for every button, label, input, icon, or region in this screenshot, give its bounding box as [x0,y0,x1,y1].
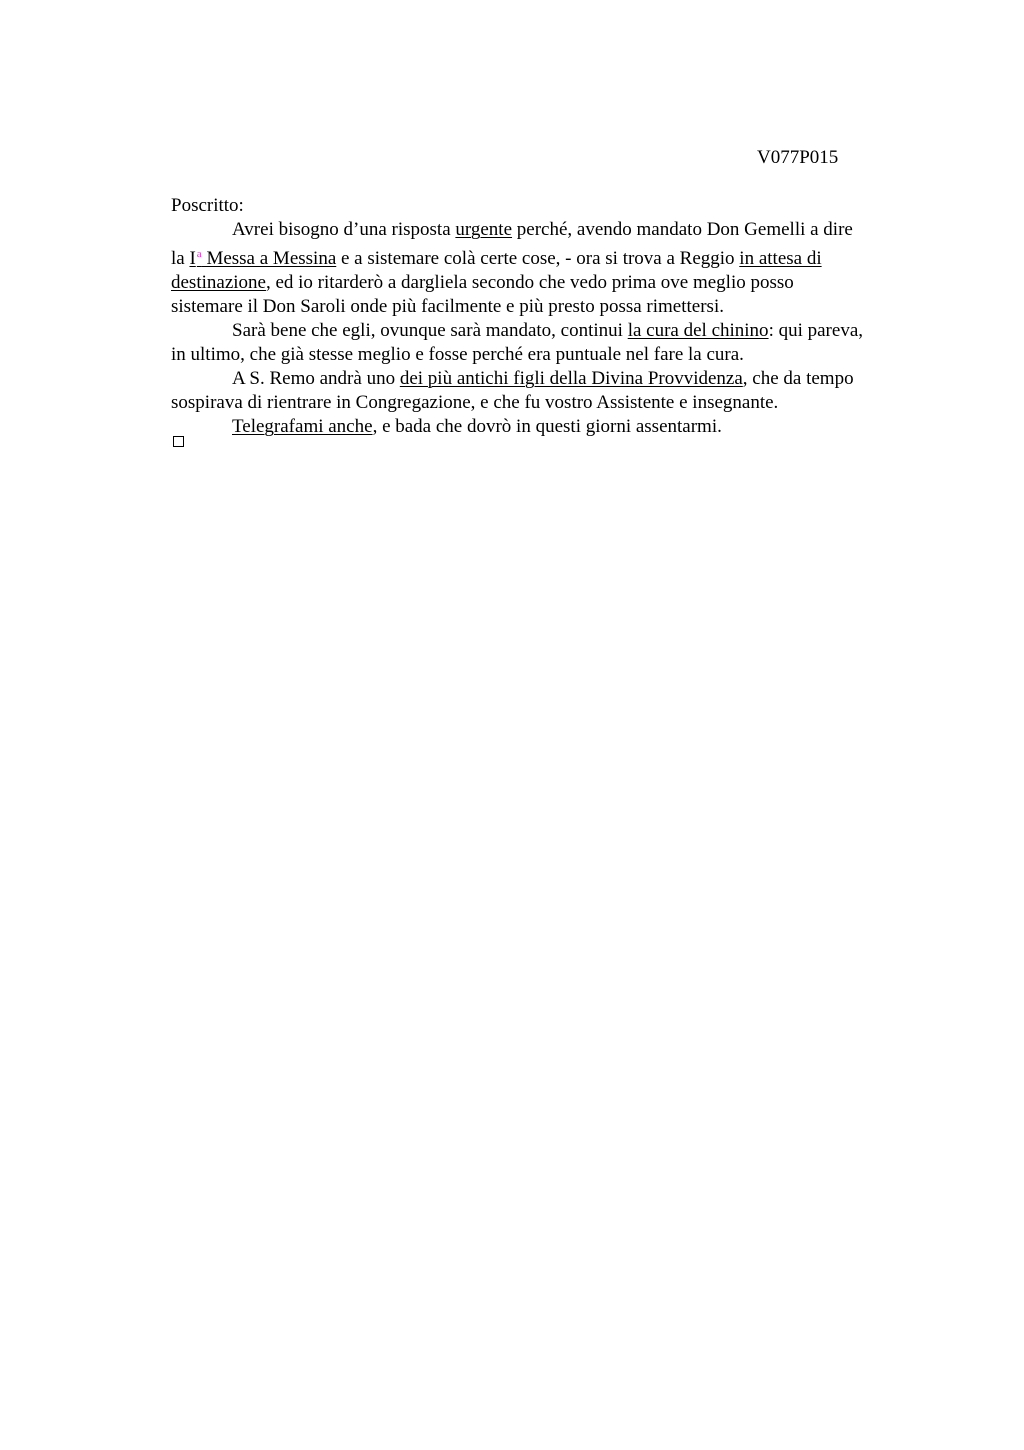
text-run: la [171,248,190,269]
underlined-text [189,248,336,269]
text-run: , e bada che dovrò in questi giorni assentarmi. [372,416,722,437]
postscript-body [171,194,931,439]
document-reference-code: V077P015 [757,147,839,168]
underlined-text: urgente [455,219,513,240]
paragraph-1-line-2 [171,242,931,271]
paragraph-4-line-1 [171,415,931,439]
superscript-ordinal: a [196,248,202,260]
paragraph-1-line-1 [171,218,931,242]
underlined-text: dei più antichi figli della Divina Provvidenza [399,368,743,389]
text-run: Sarà bene che egli, ovunque sarà mandato, continui [232,320,628,341]
text-run: , che da tempo [742,368,854,389]
paragraph-1-line-3 [171,271,931,295]
postscript-heading: Poscritto: [171,195,244,216]
text-run: perché, avendo mandato Don Gemelli a dire [512,219,853,240]
paragraph-2-line-2: in ultimo, che già stesse meglio e fosse perché era puntuale nel fare la cura. [171,344,744,365]
text-run: : qui pareva, [768,320,863,341]
paragraph-4 [171,415,931,439]
paragraph-2-line-1 [171,319,931,343]
text-run: , ed io ritarderò a dargliela secondo che vedo prima ove meglio posso [265,272,794,293]
text-run: Avrei bisogno d’una risposta [232,219,456,240]
checkbox-empty-icon [173,436,184,447]
paragraph-3-line-1 [171,367,931,391]
underlined-text: in attesa di [739,248,822,269]
text-run: Messa a Messina [201,248,337,269]
underlined-text: Telegrafami anche [232,416,373,437]
text-run: A S. Remo andrà uno [232,368,400,389]
paragraph-1 [171,218,931,319]
text-run: e a sistemare colà certe cose, - ora si trova a Reggio [336,248,740,269]
roman-numeral: I [189,248,196,269]
paragraph-2 [171,319,931,367]
underlined-text: destinazione [171,272,266,293]
paragraph-3-line-2: sospirava di rientrare in Congregazione, e che fu vostro Assistente e insegnante. [171,392,779,413]
paragraph-3 [171,367,931,415]
underlined-text: la cura del chinino [627,320,769,341]
paragraph-1-line-4: sistemare il Don Saroli onde più facilmente e più presto possa rimettersi. [171,296,724,317]
